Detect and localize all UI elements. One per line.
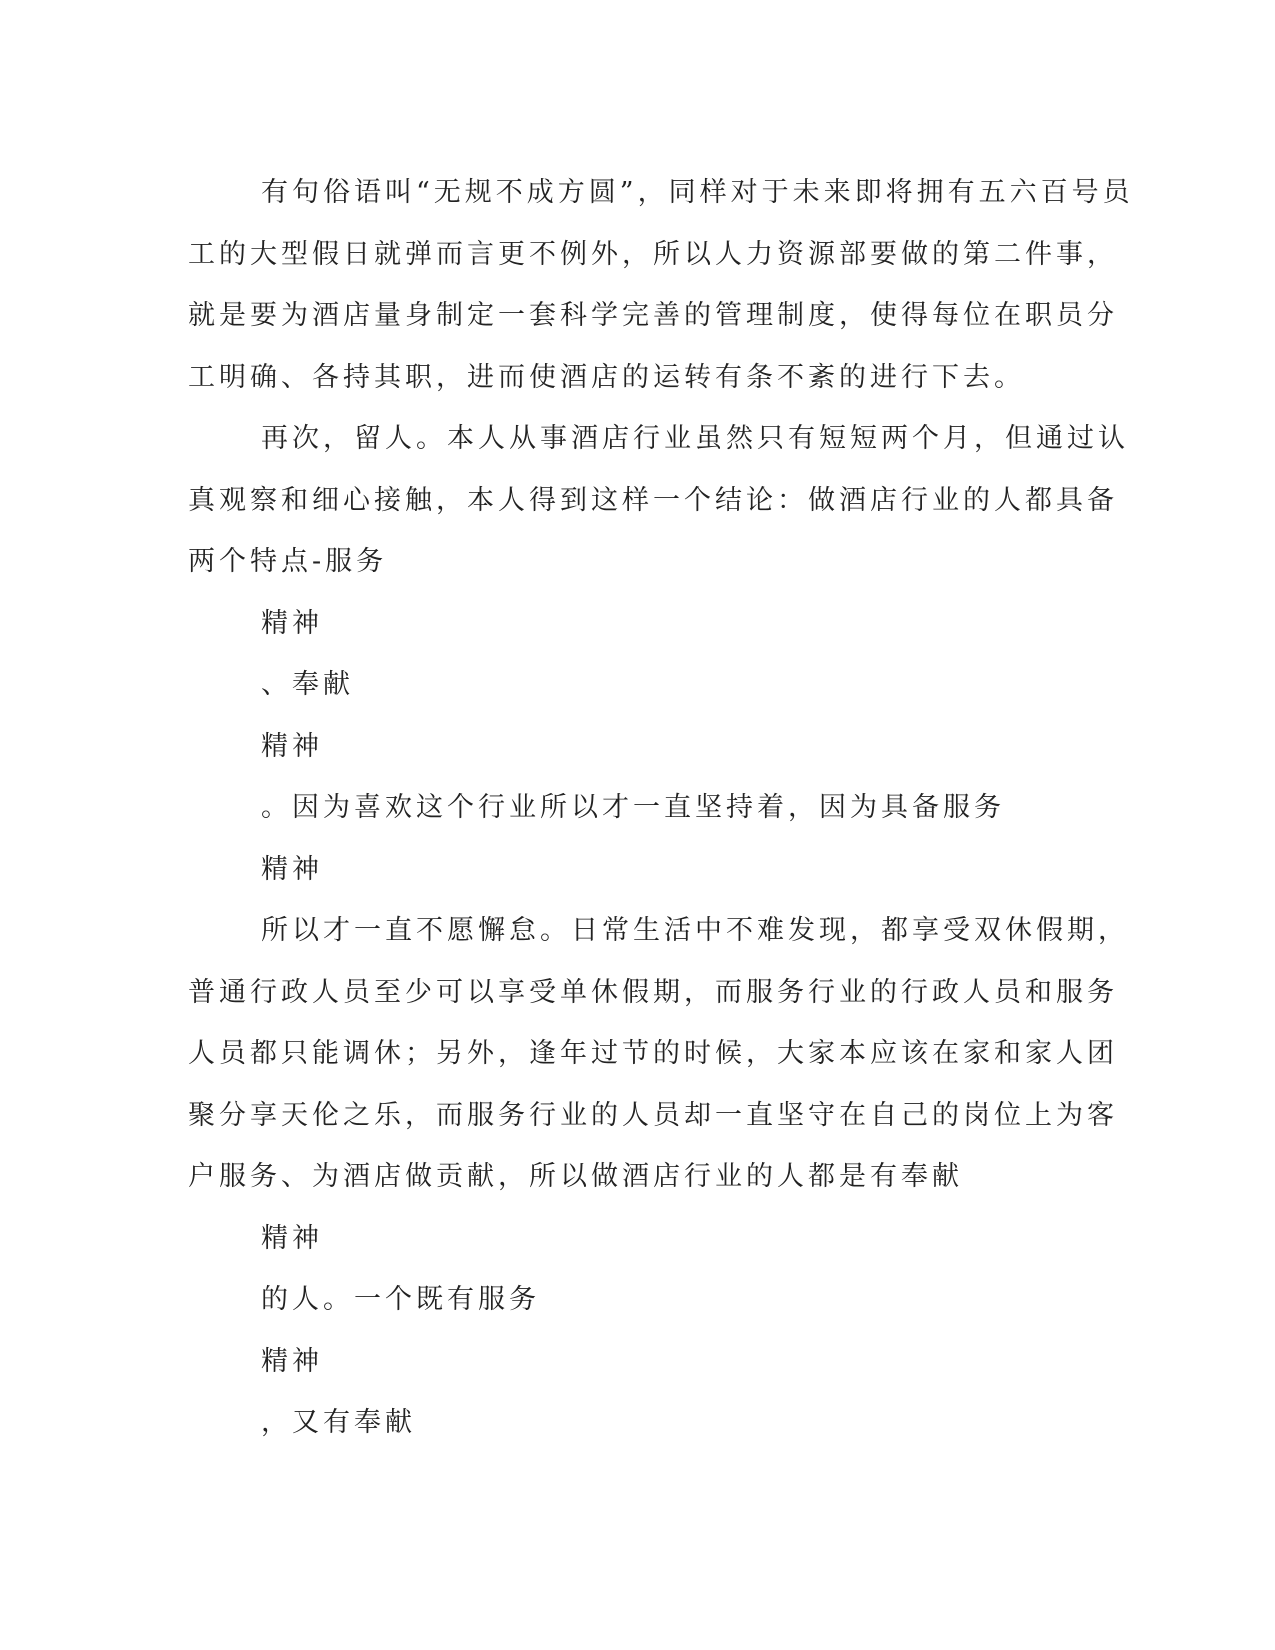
text-line: 的人。一个既有服务 — [261, 1284, 540, 1315]
text-line: ，又有奉献 — [261, 1407, 416, 1438]
text-line: 所以才一直不愿懈怠。日常生活中不难发现，都享受双休假期， — [261, 915, 1129, 946]
text-line: 真观察和细心接触，本人得到这样一个结论：做酒店行业的人都具备 — [188, 484, 1118, 516]
text-line: 人员都只能调休；另外，逢年过节的时候，大家本应该在家和家人团 — [188, 1038, 1118, 1069]
text-line: 精神 — [261, 607, 323, 639]
text-line: 精神 — [261, 853, 323, 885]
text-line: 精神 — [261, 730, 323, 762]
text-line: 工的大型假日就弹而言更不例外，所以人力资源部要做的第二件事， — [188, 238, 1118, 270]
text-line: 户服务、为酒店做贡献，所以做酒店行业的人都是有奉献 — [188, 1161, 963, 1192]
text-line: 两个特点-服务 — [188, 546, 388, 577]
text-line: 再次，留人。本人从事酒店行业虽然只有短短两个月，但通过认 — [261, 423, 1129, 454]
text-line: 普通行政人员至少可以享受单休假期，而服务行业的行政人员和服务 — [188, 976, 1118, 1008]
text-line: 有句俗语叫“无规不成方圆”，同样对于未来即将拥有五六百号员 — [261, 177, 1134, 208]
text-line: 工明确、各持其职，进而使酒店的运转有条不紊的进行下去。 — [188, 361, 1025, 393]
text-line: 、奉献 — [261, 669, 354, 700]
text-line: 精神 — [261, 1222, 323, 1254]
text-line: 就是要为酒店量身制定一套科学完善的管理制度，使得每位在职员分 — [188, 300, 1118, 331]
text-line: 精神 — [261, 1345, 323, 1377]
text-line: 聚分享天伦之乐，而服务行业的人员却一直坚守在自己的岗位上为客 — [188, 1099, 1118, 1131]
body-text — [188, 162, 1134, 1454]
text-line: 。因为喜欢这个行业所以才一直坚持着，因为具备服务 — [261, 792, 1005, 823]
